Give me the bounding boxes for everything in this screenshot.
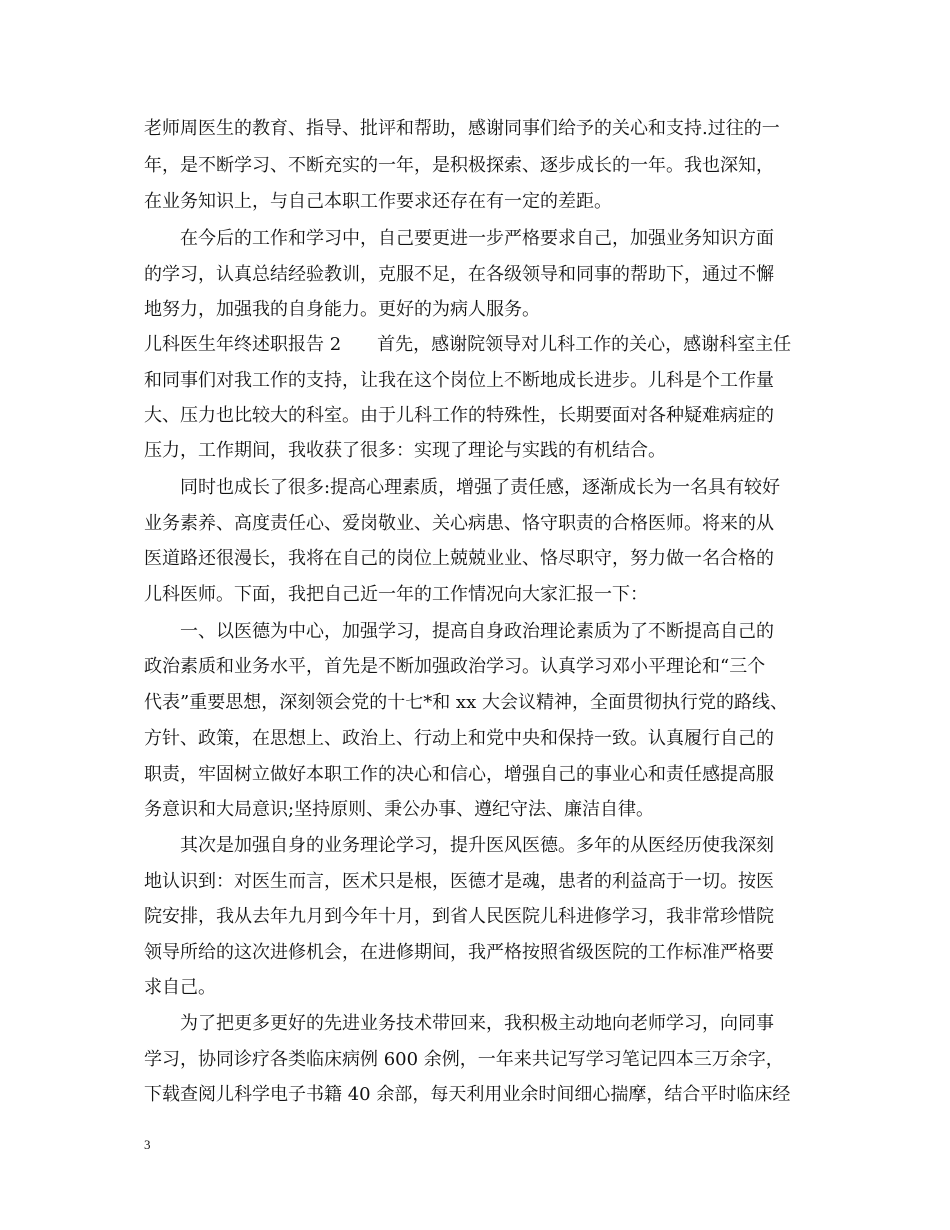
body-text-line: 和同事们对我工作的支持，让我在这个岗位上不断地成长进步。儿科是个工作量 xyxy=(144,370,774,391)
body-text-line: 的学习，认真总结经验教训，克服不足，在各级领导和同事的帮助下，通过不懈 xyxy=(144,264,774,285)
paragraph-first-line: 在今后的工作和学习中，自己要更进一步严格要求自己，加强业务知识方面 xyxy=(180,228,774,249)
paragraph-first-line: 为了把更多更好的先进业务技术带回来，我积极主动地向老师学习，向同事 xyxy=(180,1013,774,1034)
body-text-line: 大、压力也比较大的科室。由于儿科工作的特殊性，长期要面对各种疑难病症的 xyxy=(144,405,774,426)
body-text-line: 压力，工作期间，我收获了很多：实现了理论与实践的有机结合。 xyxy=(144,440,666,461)
body-text-line: 年，是不断学习、不断充实的一年，是积极探索、逐步成长的一年。我也深知， xyxy=(144,155,774,176)
body-text-line: 儿科医师。下面，我把自己近一年的工作情况向大家汇报一下： xyxy=(144,584,648,605)
section-heading-line: 儿科医生年终述职报告 2 首先，感谢院领导对儿科工作的关心，感谢科室主任 xyxy=(144,334,792,355)
body-text-line: 在业务知识上，与自己本职工作要求还存在有一定的差距。 xyxy=(144,191,612,212)
body-text-line: 领导所给的这次进修机会，在进修期间，我严格按照省级医院的工作标准严格要 xyxy=(144,942,774,963)
body-text-line: 职责，牢固树立做好本职工作的决心和信心，增强自己的事业心和责任感提高服 xyxy=(144,764,774,785)
body-text-line: 医道路还很漫长，我将在自己的岗位上兢兢业业、恪尽职守，努力做一名合格的 xyxy=(144,548,774,569)
page-number: 3 xyxy=(144,1137,151,1152)
paragraph-first-line: 同时也成长了很多:提高心理素质，增强了责任感，逐渐成长为一名具有较好 xyxy=(180,477,781,498)
body-text-line: 老师周医生的教育、指导、批评和帮助，感谢同事们给予的关心和支持.过往的一 xyxy=(144,118,780,139)
paragraph-first-line: 一、以医德为中心，加强学习，提高自身政治理论素质为了不断提高自己的 xyxy=(180,621,774,642)
body-text-line: 地努力，加强我的自身能力。更好的为病人服务。 xyxy=(144,299,540,320)
body-text-line: 地认识到：对医生而言，医术只是根，医德才是魂，患者的利益高于一切。按医 xyxy=(144,871,774,892)
body-text-line: 求自己。 xyxy=(144,977,216,998)
body-text-line: 务意识和大局意识;坚持原则、秉公办事、遵纪守法、廉洁自律。 xyxy=(144,799,655,820)
body-text-line: 业务素养、高度责任心、爱岗敬业、关心病患、恪守职责的合格医师。将来的从 xyxy=(144,513,774,534)
body-text-line: 院安排，我从去年九月到今年十月，到省人民医院儿科进修学习，我非常珍惜院 xyxy=(144,906,774,927)
paragraph-first-line: 其次是加强自身的业务理论学习，提升医风医德。多年的从医经历使我深刻 xyxy=(180,835,774,856)
body-text-line: 学习，协同诊疗各类临床病例 600 余例，一年来共记写学习笔记四本三万余字， xyxy=(144,1049,784,1070)
body-text-line: 下载查阅儿科学电子书籍 40 余部，每天利用业余时间细心揣摩，结合平时临床经 xyxy=(144,1084,791,1105)
body-text-line: 代表”重要思想，深刻领会党的十七*和 xx 大会议精神，全面贯彻执行党的路线、 xyxy=(144,692,788,713)
body-text-line: 方针、政策，在思想上、政治上、行动上和党中央和保持一致。认真履行自己的 xyxy=(144,728,774,749)
body-text-line: 政治素质和业务水平，首先是不断加强政治学习。认真学习邓小平理论和“三个 xyxy=(144,656,766,677)
